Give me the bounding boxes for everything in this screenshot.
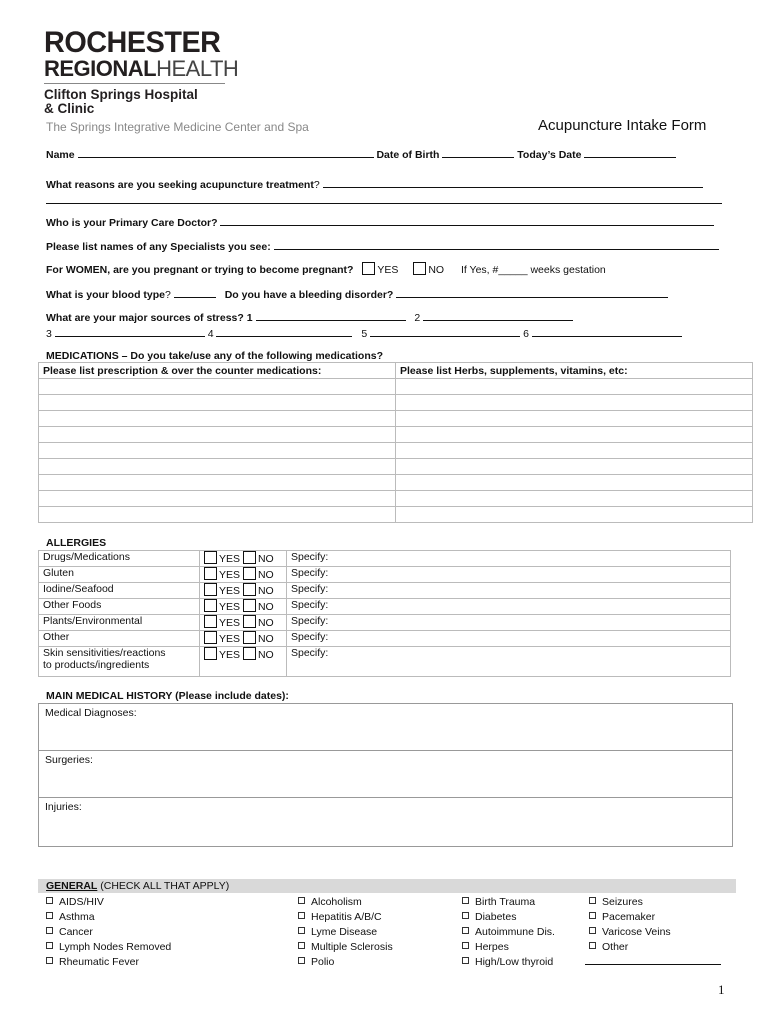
stress-num-6: 6 bbox=[523, 328, 529, 340]
logo-divider bbox=[44, 83, 225, 84]
general-checkbox[interactable] bbox=[589, 897, 596, 904]
allergy-row bbox=[39, 583, 731, 599]
yes-label: YES bbox=[219, 585, 241, 597]
allergy-label-text: Other Foods bbox=[43, 599, 102, 611]
general-item-label: Multiple Sclerosis bbox=[311, 941, 393, 953]
specify-label: Specify: bbox=[291, 647, 329, 659]
stress-field-1[interactable] bbox=[256, 310, 406, 321]
general-item bbox=[298, 895, 393, 910]
specialists-field[interactable] bbox=[274, 239, 719, 250]
herb-cell[interactable] bbox=[396, 507, 753, 523]
yes-label: YES bbox=[219, 569, 241, 581]
surgeries-box[interactable] bbox=[38, 750, 733, 798]
logo-clinic-line1: Clifton Springs Hospital bbox=[44, 87, 198, 102]
blood-type-field[interactable] bbox=[174, 287, 216, 298]
general-item-label: Hepatitis A/B/C bbox=[311, 911, 382, 923]
pcp-row bbox=[46, 215, 714, 229]
medication-cell[interactable] bbox=[39, 507, 396, 523]
today-field[interactable] bbox=[584, 147, 676, 158]
no-label: NO bbox=[257, 649, 274, 661]
allergy-specify[interactable] bbox=[287, 631, 731, 647]
allergy-no-checkbox[interactable] bbox=[243, 615, 256, 628]
allergy-specify[interactable] bbox=[287, 551, 731, 567]
reasons-row bbox=[46, 177, 703, 191]
medication-cell[interactable] bbox=[39, 379, 396, 395]
reasons-field-line2[interactable] bbox=[46, 203, 722, 204]
specify-label: Specify: bbox=[291, 615, 329, 627]
allergy-row bbox=[39, 599, 731, 615]
allergy-no-checkbox[interactable] bbox=[243, 583, 256, 596]
no-label: NO bbox=[257, 585, 274, 597]
general-note: (CHECK ALL THAT APPLY) bbox=[97, 880, 230, 892]
herb-cell[interactable] bbox=[396, 379, 753, 395]
medications-col1-header: Please list prescription & over the counter medications: bbox=[39, 363, 396, 379]
general-item-label: Asthma bbox=[59, 911, 95, 923]
stress-row2 bbox=[46, 326, 682, 340]
allergy-no-checkbox[interactable] bbox=[243, 631, 256, 644]
allergy-label-text: Plants/Environmental bbox=[43, 615, 143, 627]
general-item-label: Polio bbox=[311, 956, 335, 968]
blood-q: ? bbox=[165, 289, 171, 301]
pcp-label: Who is your Primary Care Doctor? bbox=[46, 217, 218, 229]
general-checkbox[interactable] bbox=[298, 942, 305, 949]
general-checkbox[interactable] bbox=[462, 957, 469, 964]
stress-field-2[interactable] bbox=[423, 310, 573, 321]
allergy-label bbox=[39, 615, 200, 631]
allergy-yes-no bbox=[200, 631, 287, 647]
logo-subtitle: REGIONALHEALTH bbox=[44, 56, 239, 81]
stress-field-5[interactable] bbox=[370, 326, 520, 337]
weeks-gestation-label: If Yes, #_____ weeks gestation bbox=[460, 264, 606, 276]
history-heading: MAIN MEDICAL HISTORY (Please include dates): bbox=[46, 690, 289, 702]
general-item bbox=[298, 955, 393, 970]
general-item-label: Cancer bbox=[59, 926, 93, 938]
general-item bbox=[46, 910, 171, 925]
general-item bbox=[589, 940, 671, 955]
women-row bbox=[46, 262, 606, 276]
general-checkbox[interactable] bbox=[589, 912, 596, 919]
diagnoses-box[interactable] bbox=[38, 703, 733, 751]
dob-field[interactable] bbox=[442, 147, 514, 158]
allergy-label bbox=[39, 647, 200, 677]
name-field[interactable] bbox=[78, 147, 374, 158]
no-label: NO bbox=[257, 601, 274, 613]
medication-cell[interactable] bbox=[39, 491, 396, 507]
allergy-yes-no bbox=[200, 583, 287, 599]
other-field[interactable] bbox=[585, 964, 721, 965]
stress-field-4[interactable] bbox=[216, 326, 352, 337]
yes-label: YES bbox=[219, 633, 241, 645]
allergy-label bbox=[39, 599, 200, 615]
stress-num-3: 3 bbox=[46, 328, 52, 340]
women-label: For WOMEN, are you pregnant or trying to become pregnant? bbox=[46, 264, 354, 276]
general-item bbox=[462, 925, 555, 940]
allergy-yes-checkbox[interactable] bbox=[204, 647, 217, 660]
medications-table bbox=[38, 362, 753, 523]
allergy-label bbox=[39, 583, 200, 599]
general-checkbox[interactable] bbox=[589, 942, 596, 949]
general-item bbox=[46, 895, 171, 910]
allergy-label-cont: to products/ingredients bbox=[43, 659, 150, 671]
herb-cell[interactable] bbox=[396, 411, 753, 427]
allergy-yes-no bbox=[200, 567, 287, 583]
specify-label: Specify: bbox=[291, 631, 329, 643]
general-item bbox=[462, 895, 555, 910]
injuries-label: Injuries: bbox=[45, 801, 82, 813]
general-item-label: Lymph Nodes Removed bbox=[59, 941, 172, 953]
no-label: NO bbox=[257, 569, 274, 581]
center-name: The Springs Integrative Medicine Center and Spa bbox=[46, 120, 309, 134]
general-item bbox=[298, 925, 393, 940]
yes-label: YES bbox=[219, 617, 241, 629]
general-checkbox[interactable] bbox=[46, 912, 53, 919]
specify-label: Specify: bbox=[291, 599, 329, 611]
medication-cell[interactable] bbox=[39, 475, 396, 491]
surgeries-label: Surgeries: bbox=[45, 754, 93, 766]
allergy-yes-no bbox=[200, 599, 287, 615]
general-item bbox=[462, 955, 555, 970]
general-col-1 bbox=[46, 895, 171, 970]
general-checkbox[interactable] bbox=[298, 897, 305, 904]
herb-cell[interactable] bbox=[396, 491, 753, 507]
reasons-q: ? bbox=[313, 179, 320, 191]
allergy-label-text: Skin sensitivities/reactions bbox=[43, 647, 166, 659]
dob-label: Date of Birth bbox=[376, 149, 440, 161]
herb-cell[interactable] bbox=[396, 475, 753, 491]
general-item-label: Autoimmune Dis. bbox=[475, 926, 555, 938]
general-item bbox=[46, 955, 171, 970]
general-checkbox[interactable] bbox=[462, 897, 469, 904]
yes-label: YES bbox=[219, 649, 241, 661]
allergy-label-text: Other bbox=[43, 631, 70, 643]
specify-label: Specify: bbox=[291, 551, 329, 563]
no-label: NO bbox=[257, 633, 274, 645]
allergy-row bbox=[39, 647, 731, 677]
general-item bbox=[46, 940, 171, 955]
reasons-field[interactable] bbox=[323, 177, 703, 188]
general-checkbox[interactable] bbox=[46, 927, 53, 934]
medication-cell[interactable] bbox=[39, 427, 396, 443]
logo-title: ROCHESTER bbox=[44, 26, 221, 59]
no-label: NO bbox=[257, 553, 274, 565]
general-checkbox[interactable] bbox=[298, 957, 305, 964]
today-label: Today’s Date bbox=[517, 149, 582, 161]
allergy-yes-checkbox[interactable] bbox=[204, 551, 217, 564]
reasons-label: What reasons are you seeking acupuncture treatment bbox=[46, 179, 314, 191]
allergy-yes-checkbox[interactable] bbox=[204, 631, 217, 644]
general-item bbox=[589, 925, 671, 940]
stress-label: What are your major sources of stress? 1 bbox=[46, 312, 253, 324]
pregnant-no-checkbox[interactable] bbox=[413, 262, 426, 275]
general-checkbox[interactable] bbox=[46, 897, 53, 904]
name-label: Name bbox=[46, 149, 75, 161]
general-item-label: Seizures bbox=[602, 896, 643, 908]
name-row bbox=[46, 147, 676, 161]
general-item-label: AIDS/HIV bbox=[59, 896, 104, 908]
allergy-yes-checkbox[interactable] bbox=[204, 583, 217, 596]
general-checkbox[interactable] bbox=[46, 942, 53, 949]
herb-cell[interactable] bbox=[396, 459, 753, 475]
stress-num-5: 5 bbox=[361, 328, 368, 340]
general-item-label: High/Low thyroid bbox=[475, 956, 554, 968]
general-item-label: Varicose Veins bbox=[602, 926, 671, 938]
allergy-yes-no bbox=[200, 551, 287, 567]
stress-row1 bbox=[46, 310, 573, 324]
allergy-yes-no bbox=[200, 615, 287, 631]
herb-cell[interactable] bbox=[396, 427, 753, 443]
general-item bbox=[589, 910, 671, 925]
general-checkbox[interactable] bbox=[462, 927, 469, 934]
allergy-specify[interactable] bbox=[287, 583, 731, 599]
allergy-label bbox=[39, 551, 200, 567]
general-item-label: Lyme Disease bbox=[311, 926, 378, 938]
stress-field-6[interactable] bbox=[532, 326, 682, 337]
pregnant-yes-checkbox[interactable] bbox=[362, 262, 375, 275]
allergy-label-text: Drugs/Medications bbox=[43, 551, 130, 563]
general-checkbox[interactable] bbox=[298, 927, 305, 934]
no-label: NO bbox=[257, 617, 274, 629]
allergy-no-checkbox[interactable] bbox=[243, 567, 256, 580]
general-item bbox=[298, 940, 393, 955]
allergy-label-text: Iodine/Seafood bbox=[43, 583, 114, 595]
general-item-label: Diabetes bbox=[475, 911, 517, 923]
bleeding-label: Do you have a bleeding disorder? bbox=[224, 289, 394, 301]
allergy-specify[interactable] bbox=[287, 647, 731, 677]
general-item-label: Birth Trauma bbox=[475, 896, 536, 908]
specialists-label: Please list names of any Specialists you see: bbox=[46, 241, 271, 253]
allergy-label-text: Gluten bbox=[43, 567, 74, 579]
allergy-yes-checkbox[interactable] bbox=[204, 599, 217, 612]
general-item-label: Herpes bbox=[475, 941, 509, 953]
general-checkbox[interactable] bbox=[462, 912, 469, 919]
general-title: GENERAL bbox=[46, 880, 98, 892]
allergy-specify[interactable] bbox=[287, 567, 731, 583]
general-item bbox=[589, 895, 671, 910]
herb-cell[interactable] bbox=[396, 443, 753, 459]
allergy-no-checkbox[interactable] bbox=[243, 647, 256, 660]
medication-cell[interactable] bbox=[39, 411, 396, 427]
allergy-specify[interactable] bbox=[287, 599, 731, 615]
specify-label: Specify: bbox=[291, 567, 329, 579]
allergy-no-checkbox[interactable] bbox=[243, 599, 256, 612]
allergy-specify[interactable] bbox=[287, 615, 731, 631]
allergy-label bbox=[39, 567, 200, 583]
general-col-2 bbox=[298, 895, 393, 970]
yes-label: YES bbox=[219, 601, 241, 613]
general-item-label: Rheumatic Fever bbox=[59, 956, 139, 968]
allergy-yes-checkbox[interactable] bbox=[204, 567, 217, 580]
injuries-box[interactable] bbox=[38, 797, 733, 847]
general-checkbox[interactable] bbox=[589, 927, 596, 934]
medication-cell[interactable] bbox=[39, 443, 396, 459]
general-item bbox=[462, 910, 555, 925]
yes-label: YES bbox=[377, 264, 399, 276]
general-item-label: Pacemaker bbox=[602, 911, 656, 923]
general-item bbox=[46, 925, 171, 940]
medications-col2-header: Please list Herbs, supplements, vitamins, etc: bbox=[396, 363, 753, 379]
yes-label: YES bbox=[219, 553, 241, 565]
form-title: Acupuncture Intake Form bbox=[538, 117, 707, 134]
medications-heading: MEDICATIONS – Do you take/use any of the following medications? bbox=[46, 350, 384, 362]
allergy-label bbox=[39, 631, 200, 647]
stress-field-3[interactable] bbox=[55, 326, 205, 337]
page-number: 1 bbox=[718, 982, 725, 997]
general-item bbox=[298, 910, 393, 925]
allergy-yes-checkbox[interactable] bbox=[204, 615, 217, 628]
medication-cell[interactable] bbox=[39, 459, 396, 475]
allergy-row bbox=[39, 615, 731, 631]
general-item-label: Alcoholism bbox=[311, 896, 362, 908]
pcp-field[interactable] bbox=[220, 215, 714, 226]
diagnoses-label: Medical Diagnoses: bbox=[45, 707, 137, 719]
allergy-no-checkbox[interactable] bbox=[243, 551, 256, 564]
allergy-yes-no bbox=[200, 647, 287, 677]
logo-clinic-line2: & Clinic bbox=[44, 101, 95, 116]
general-checkbox[interactable] bbox=[462, 942, 469, 949]
bleeding-field[interactable] bbox=[396, 287, 668, 298]
stress-num-4: 4 bbox=[207, 328, 214, 340]
allergy-row bbox=[39, 631, 731, 647]
specify-label: Specify: bbox=[291, 583, 329, 595]
general-item-label: Other bbox=[602, 941, 629, 953]
blood-type-label: What is your blood type bbox=[46, 289, 166, 301]
allergy-row bbox=[39, 567, 731, 583]
blood-row bbox=[46, 287, 668, 301]
herb-cell[interactable] bbox=[396, 395, 753, 411]
general-heading bbox=[46, 880, 229, 892]
general-checkbox[interactable] bbox=[46, 957, 53, 964]
general-col-4 bbox=[589, 895, 671, 955]
allergies-heading: ALLERGIES bbox=[46, 537, 107, 549]
allergy-row bbox=[39, 551, 731, 567]
general-col-3 bbox=[462, 895, 555, 970]
specialists-row bbox=[46, 239, 719, 253]
allergies-table bbox=[38, 550, 731, 677]
no-label: NO bbox=[428, 264, 445, 276]
stress-num-2: 2 bbox=[414, 312, 421, 324]
general-checkbox[interactable] bbox=[298, 912, 305, 919]
general-item bbox=[462, 940, 555, 955]
medication-cell[interactable] bbox=[39, 395, 396, 411]
